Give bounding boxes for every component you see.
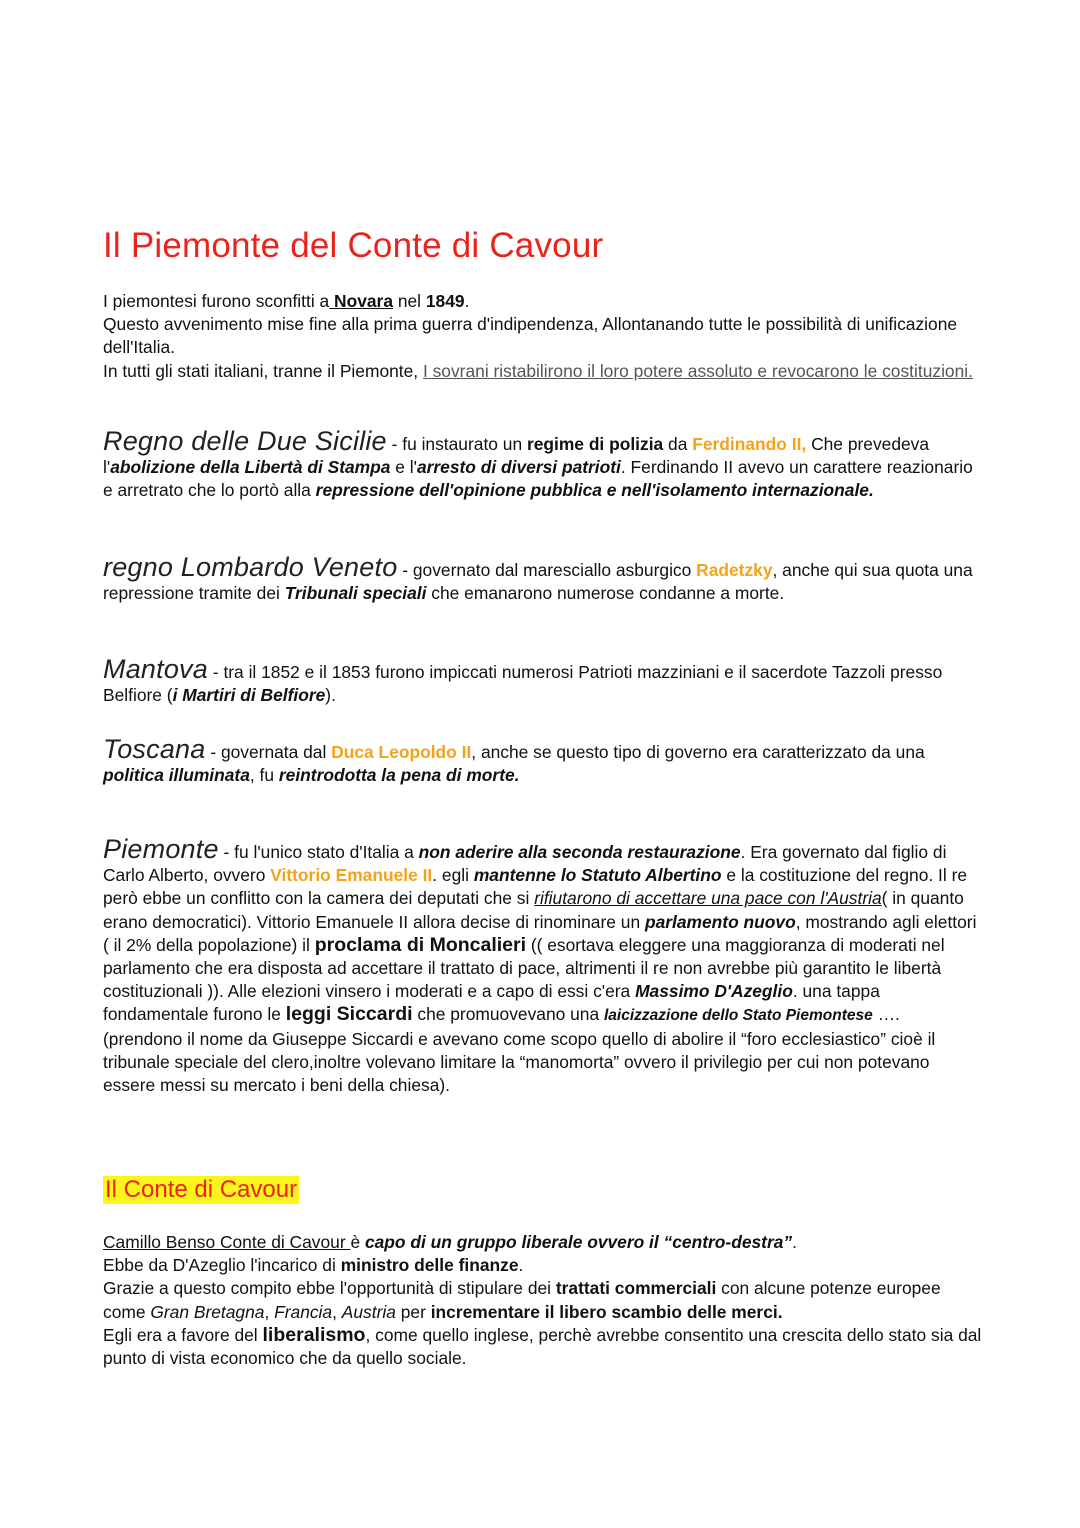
mantova-heading: Mantova <box>103 654 208 684</box>
intro-paragraph: I piemontesi furono sconfitti a Novara nel 1849. Questo avvenimento mise fine alla prima guerra d'indipendenza, Allontanando tutte le possibilità di unificazione dell'Italia. In tutti gli stati italiani, tranne il Piemonte, I sovrani ristabilirono il loro potere assoluto e revocarono le costituzioni. <box>103 291 973 381</box>
toscana-heading: Toscana <box>103 734 206 764</box>
toscana-paragraph: Toscana - governata dal Duca Leopoldo II, anche se questo tipo di governo era caratterizzato da una politica illuminata, fu reintrodotta la pena di morte. <box>103 734 925 786</box>
piemonte-heading: Piemonte <box>103 834 219 864</box>
mantova-paragraph: Mantova - tra il 1852 e il 1853 furono impiccati numerosi Patrioti mazziniani e il sacerdote Tazzoli presso Belfiore (i Martiri di Belfiore). <box>103 654 943 706</box>
cavour-paragraph: Camillo Benso Conte di Cavour è capo di un gruppo liberale ovvero il “centro-destra”. Ebbe da D'Azeglio l'incarico di ministro delle finanze. Grazie a questo compito ebbe l'opportunità di stipulare dei trattati commerciali con alcune potenze europee come Gran Bretagna, Francia, Austria per incrementare il libero scambio delle merci. Egli era a favore del liberalismo, come quello inglese, perchè avrebbe consentito una crescita dello stato sia dal punto di vista economico che da quello sociale. <box>103 1232 982 1369</box>
due-sicilie-paragraph: Regno delle Due Sicilie - fu instaurato un regime di polizia da Ferdinando II, Che prevedeva l'abolizione della Libertà di Stampa e l'arresto di diversi patrioti. Ferdinando II avevo un carattere reazionario e arretrato che lo portò alla repressione dell'opinione pubblica e nell'isolamento internazionale. <box>103 426 973 501</box>
lombardo-veneto-paragraph: regno Lombardo Veneto - governato dal maresciallo asburgico Radetzky, anche qui sua quota una repressione tramite dei Tribunali speciali che emanarono numerose condanne a morte. <box>103 552 973 604</box>
page-title: Il Piemonte del Conte di Cavour <box>103 226 604 265</box>
novara-text: Novara <box>329 291 393 311</box>
sovrani-underlined: I sovrani ristabilirono il loro potere assoluto e revocarono le costituzioni. <box>422 360 973 381</box>
lombardo-veneto-heading: regno Lombardo Veneto <box>103 552 398 582</box>
due-sicilie-heading: Regno delle Due Sicilie <box>103 426 387 456</box>
section-title-cavour: Il Conte di Cavour <box>105 1176 298 1203</box>
piemonte-paragraph: Piemonte - fu l'unico stato d'Italia a non aderire alla seconda restaurazione. Era governato dal figlio di Carlo Alberto, ovvero Vittorio Emanuele II. egli mantenne lo Statuto Albertino e la costituzione del regno. Il re però ebbe un conflitto con la camera dei deputati che si rifiutarono di accettare una pace con l'Austria( in quanto erano democratici). Vittorio Emanuele II allora decise di rinominare un parlamento nuovo, mostrando agli elettori ( il 2% della popolazione) il proclama di Moncalieri (( esortava eleggere una maggioranza di moderati nel parlamento che era disposta ad accettare il trattato di pace, altrimenti il re non avrebbe più garantito le libertà costituzionali )). Alle elezioni vinsero i moderati e a capo di essi c'era Massimo D'Azeglio. una tappa fondamentale furono le leggi Siccardi che promuovevano una laicizzazione dello Stato Piemontese …. (prendono il nome da Giuseppe Siccardi e avevano come scopo quello di abolire il “foro ecclesiastico” cioè il tribunale speciale del clero,inoltre volevano limitare la “manomorta” ovvero il privilegio per cui non potevano essere messi su mercato i beni della chiesa). <box>103 834 977 1096</box>
